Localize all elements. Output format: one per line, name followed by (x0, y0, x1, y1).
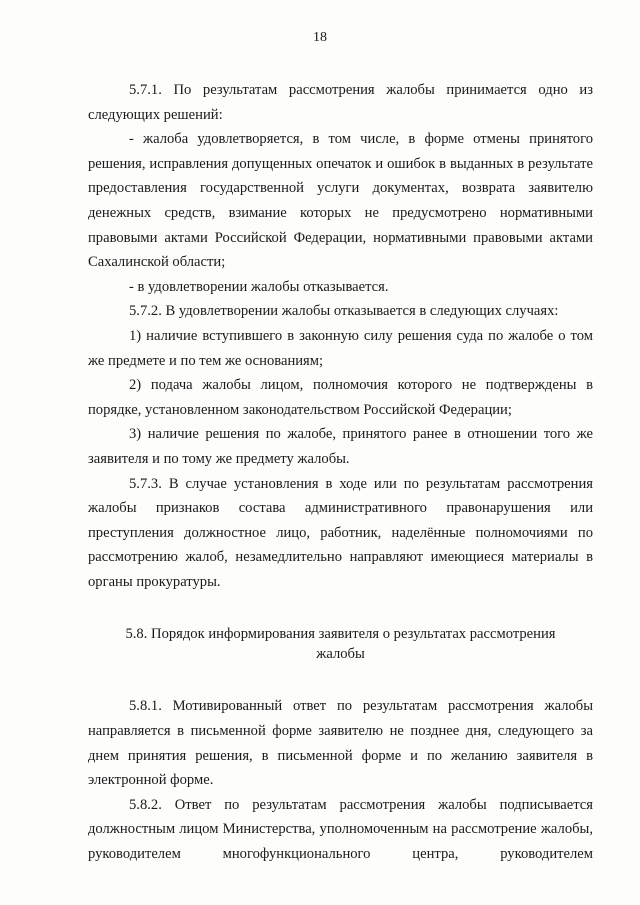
paragraph-case-2: 2) подача жалобы лицом, полномочия которого не подтверждены в порядке, установленном законодательством Российской Федерации; (88, 377, 593, 418)
paragraph-5-7-2: 5.7.2. В удовлетворении жалобы отказывается в следующих случаях: (129, 303, 559, 320)
section-heading-5-8 (88, 624, 593, 664)
section-heading-line-1: 5.8. Порядок информирования заявителя о результатах рассмотрения (125, 626, 556, 643)
paragraph-decision-refused: - в удовлетворении жалобы отказывается. (129, 278, 389, 295)
paragraph-case-3: 3) наличие решения по жалобе, принятого ранее в отношении того же заявителя и по тому же предмету жалобы. (88, 426, 593, 467)
page-number: 18 (313, 30, 327, 45)
paragraph-5-8-1: 5.8.1. Мотивированный ответ по результатам рассмотрения жалобы направляется в письменной форме заявителю не позднее дня, следующего за днем принятия решения, в письменной форме и по желанию заявителя в электронной форме. (88, 698, 593, 789)
document-body (88, 78, 593, 867)
paragraph-5-7-1: 5.7.1. По результатам рассмотрения жалобы принимается одно из следующих решений: (88, 82, 593, 123)
paragraph-case-1: 1) наличие вступившего в законную силу решения суда по жалобе о том же предмете и по тем же основаниям; (88, 327, 593, 369)
paragraph-5-7-3: 5.7.3. В случае установления в ходе или по результатам рассмотрения жалобы признаков состава административного правонарушения или преступления должностное лицо, работник, наделённые полномочиями по рассмотрению жалоб, незамедлительно направляют имеющиеся материалы в органы прокуратуры. (88, 475, 593, 590)
section-heading-line-2: жалобы (316, 646, 365, 663)
paragraph-decision-satisfied: - жалоба удовлетворяется, в том числе, в форме отмены принятого решения, исправления допущенных опечаток и ошибок в выданных в результате предоставления государственной услуги документах, возврата заявителю денежных средств, взимание которых не предусмотрено нормативными правовыми актами Российской Федерации, нормативными правовыми актами Сахалинской области; (88, 131, 593, 271)
paragraph-5-8-2: 5.8.2. Ответ по результатам рассмотрения жалобы подписывается должностным лицом Министерства, уполномоченным на рассмотрение жалобы, руководителем многофункционального центра, руководителем (88, 796, 593, 863)
